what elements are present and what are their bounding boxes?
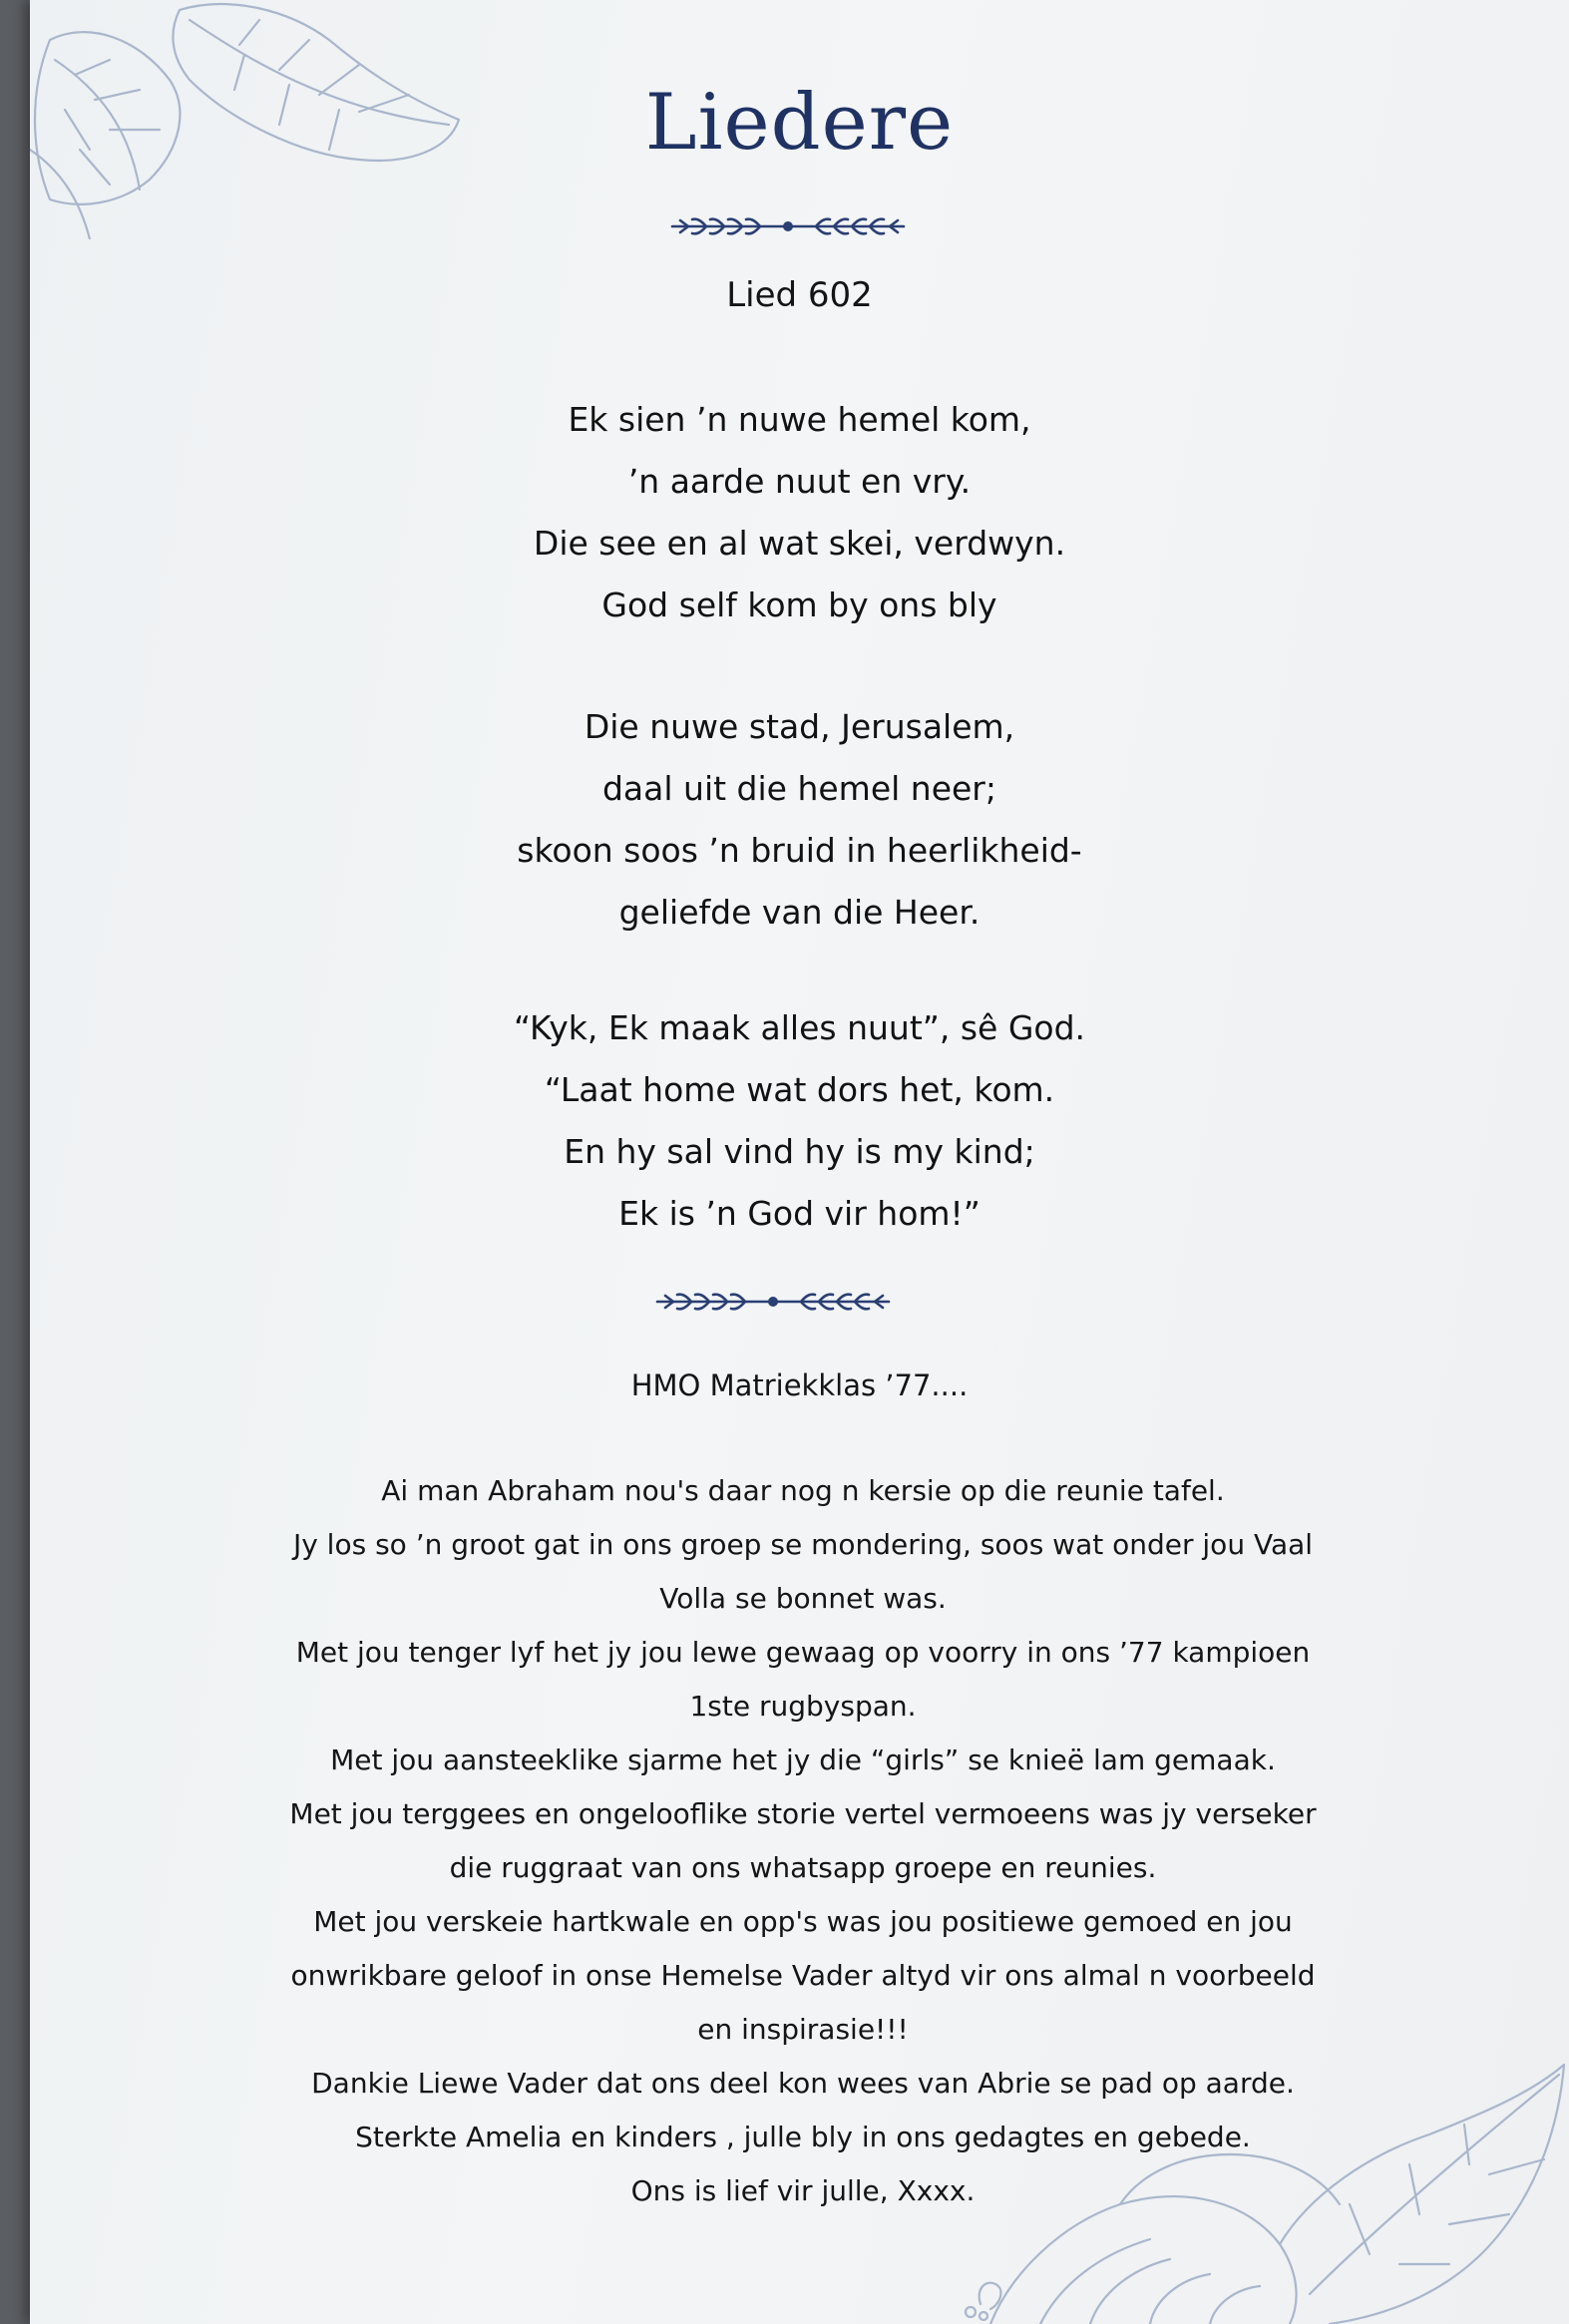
- tribute-line: Met jou aansteeklike sjarme het jy die “girls” se knieë lam gemaak.: [330, 1743, 1276, 1776]
- tribute-line: die ruggraat van ons whatsapp groepe en reunies.: [449, 1851, 1157, 1884]
- verse-line: Die nuwe stad, Jerusalem,: [584, 707, 1015, 746]
- tribute-message: [180, 1464, 1426, 2218]
- hymn-verse-2: [30, 696, 1569, 944]
- tribute-line: Met jou verskeie hartkwale en opp's was jou positiewe gemoed en jou: [313, 1905, 1293, 1938]
- hymn-verse-3: [30, 997, 1569, 1245]
- tribute-line: Met jou tenger lyf het jy jou lewe gewaag op voorry in ons ’77 kampioen: [295, 1636, 1311, 1669]
- verse-line: “Laat home wat dors het, kom.: [544, 1070, 1055, 1109]
- verse-line: skoon soos ’n bruid in heerlikheid-: [517, 831, 1082, 870]
- tribute-line: Sterkte Amelia en kinders , julle bly in ons gedagtes en gebede.: [355, 2121, 1251, 2153]
- hymn-title: Lied 602: [726, 275, 873, 315]
- verse-line: Die see en al wat skei, verdwyn.: [533, 524, 1066, 563]
- verse-line: ’n aarde nuut en vry.: [627, 462, 972, 501]
- verse-line: En hy sal vind hy is my kind;: [564, 1132, 1035, 1171]
- tribute-line: onwrikbare geloof in onse Hemelse Vader altyd vir ons almal n voorbeeld: [290, 1959, 1316, 1992]
- hymn-verse-1: [30, 389, 1569, 636]
- tribute-line: 1ste rugbyspan.: [689, 1690, 917, 1723]
- tribute-line: Jy los so ’n groot gat in ons groep se mondering, soos wat onder jou Vaal: [292, 1528, 1314, 1561]
- page-title: Liedere: [644, 78, 955, 168]
- tribute-line: en inspirasie!!!: [697, 2013, 909, 2046]
- ornament-divider-icon: [668, 211, 908, 241]
- verse-line: Ek sien ’n nuwe hemel kom,: [568, 400, 1031, 439]
- verse-line: God self kom by ons bly: [601, 585, 997, 624]
- tribute-line: Volla se bonnet was.: [659, 1582, 947, 1615]
- verse-line: “Kyk, Ek maak alles nuut”, sê God.: [513, 1008, 1086, 1047]
- memorial-page: [30, 0, 1569, 2324]
- tribute-line: Met jou terggees en ongelooflike storie vertel vermoeens was jy verseker: [289, 1797, 1317, 1830]
- verse-line: geliefde van die Heer.: [618, 893, 981, 932]
- ornament-divider-icon: [653, 1287, 893, 1317]
- tribute-line: Dankie Liewe Vader dat ons deel kon wees van Abrie se pad op aarde.: [311, 2067, 1295, 2100]
- tribute-line: Ons is lief vir julle, Xxxx.: [630, 2174, 976, 2207]
- verse-line: Ek is ’n God vir hom!”: [618, 1194, 981, 1233]
- tribute-title: HMO Matriekklas ’77....: [630, 1368, 969, 1402]
- verse-line: daal uit die hemel neer;: [601, 769, 996, 808]
- tribute-line: Ai man Abraham nou's daar nog n kersie op die reunie tafel.: [381, 1474, 1225, 1507]
